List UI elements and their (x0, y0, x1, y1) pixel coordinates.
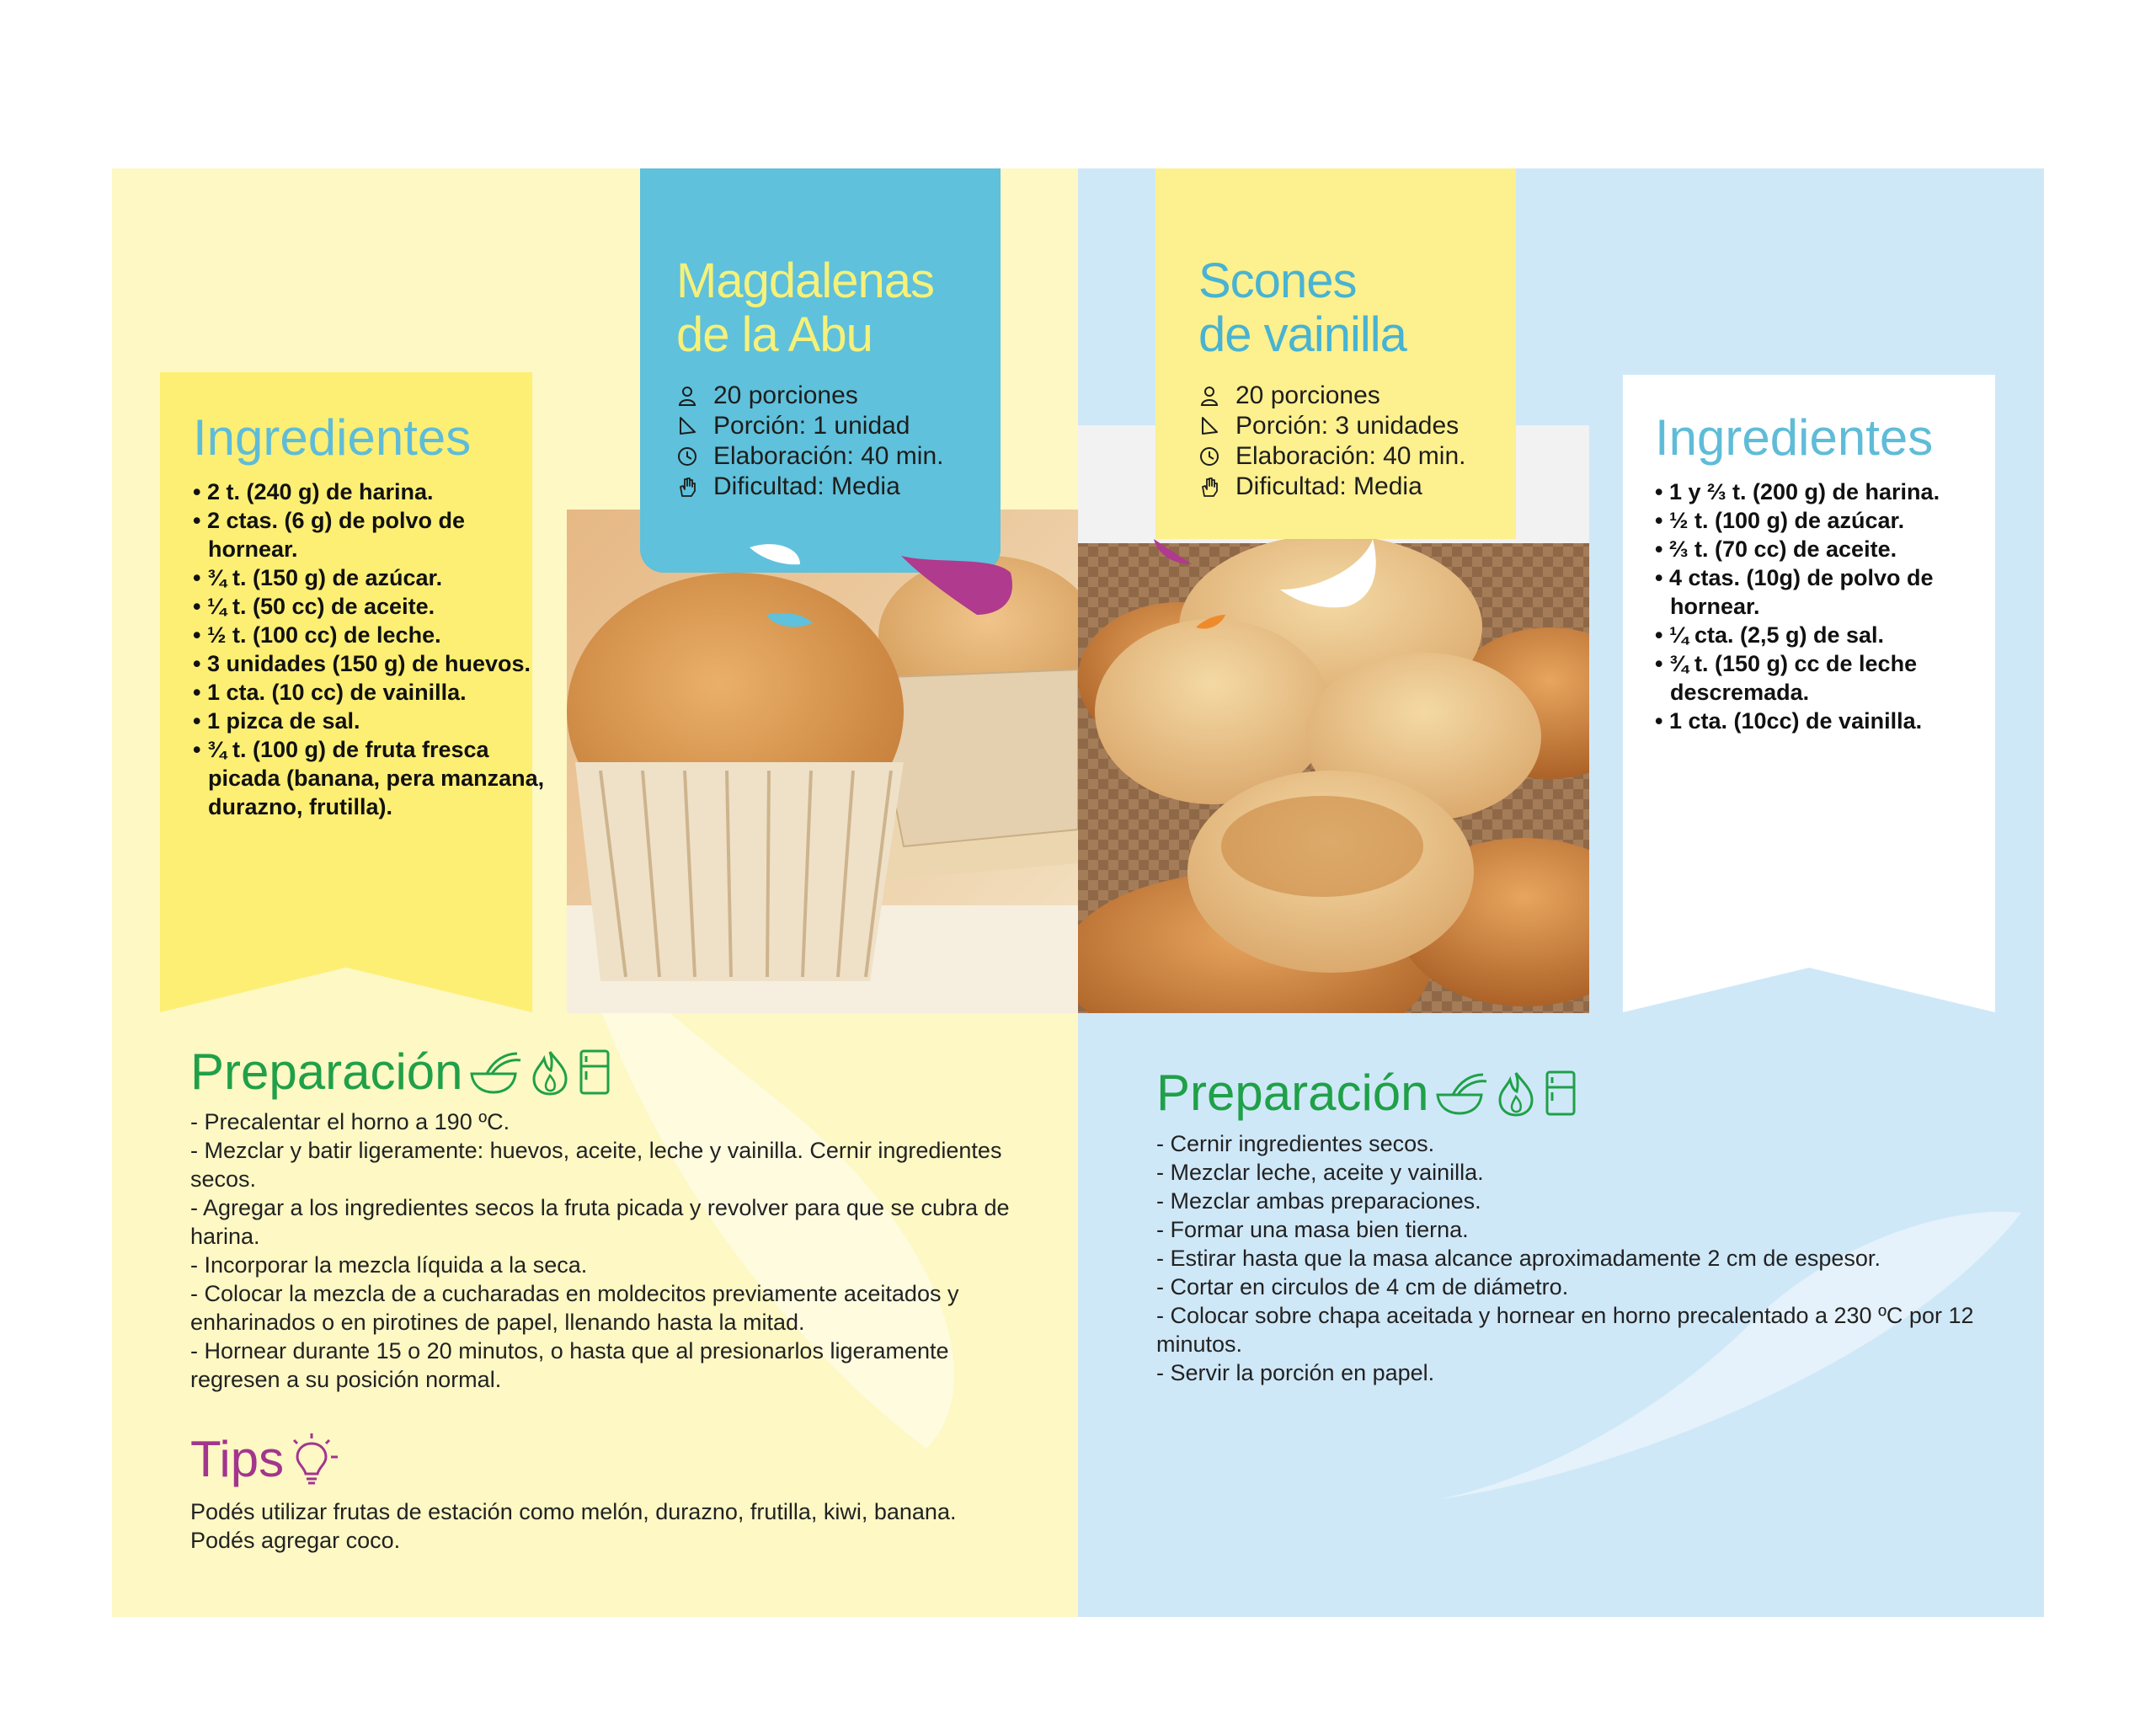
meta-time-text: Elaboración: 40 min. (713, 442, 944, 470)
recipe-title-line-1: Magdalenas (676, 253, 934, 308)
recipe-title-line-2: de la Abu (676, 307, 873, 362)
ingredient-item: • ½ t. (100 cc) de leche. (193, 622, 441, 648)
ingredient-item: • ¾ t. (150 g) cc de leche descremada. (1655, 651, 1918, 705)
ingredients-list-left (193, 478, 547, 821)
decorative-splash-left (741, 531, 1027, 640)
tips-title (190, 1432, 339, 1487)
preparation-step: - Precalentar el horno a 190 ºC. (190, 1109, 510, 1134)
ingredient-item: • 1 cta. (10 cc) de vainilla. (193, 680, 467, 705)
meta-time (1198, 441, 1466, 472)
preparation-steps-left (190, 1107, 1033, 1394)
meta-portion-text: Porción: 3 unidades (1235, 412, 1460, 440)
meta-time (676, 441, 944, 472)
decorative-drop-corner (1912, 295, 2030, 354)
preparation-step: - Cernir ingredientes secos. (1156, 1131, 1435, 1156)
ingredient-item: • ½ t. (100 g) de azúcar. (1655, 508, 1905, 533)
meta-portions (1198, 381, 1466, 411)
meta-difficulty (1198, 472, 1466, 502)
ingredient-item: • 3 unidades (150 g) de huevos. (193, 651, 531, 676)
preparation-step: - Cortar en circulos de 4 cm de diámetro. (1156, 1274, 1569, 1299)
ingredient-item: • ¼ cta. (2,5 g) de sal. (1655, 622, 1885, 648)
meta-difficulty-text: Dificultad: Media (713, 472, 900, 500)
ingredient-item: • 1 cta. (10cc) de vainilla. (1655, 708, 1923, 734)
person-icon (676, 385, 698, 407)
clock-icon (676, 446, 698, 467)
ingredient-item: • 2 t. (240 g) de harina. (193, 479, 434, 504)
recipe-title-magdalenas (676, 254, 934, 362)
meta-portions-text: 20 porciones (1235, 382, 1380, 409)
slice-icon (1198, 415, 1220, 437)
recipe-title-line-1: Scones (1198, 253, 1357, 308)
recipe-meta-right (1198, 381, 1466, 502)
meta-difficulty (676, 472, 944, 502)
meta-portions-text: 20 porciones (713, 382, 858, 409)
preparation-step: - Colocar sobre chapa aceitada y hornear en horno precalentado a 230 ºC por 12 minutos. (1156, 1303, 1974, 1357)
preparation-step: - Mezclar y batir ligeramente: huevos, aceite, leche y vainilla. Cernir ingredientes secos. (190, 1138, 1002, 1192)
meta-difficulty-text: Dificultad: Media (1235, 472, 1422, 500)
recipe-meta-left (676, 381, 944, 502)
lightbulb-icon (284, 1432, 339, 1487)
meta-portions (676, 381, 944, 411)
whisk-bowl-icon (468, 1049, 524, 1096)
ingredient-item: • ¾ t. (100 g) de fruta fresca picada (banana, pera manzana, durazno, frutilla). (193, 737, 545, 819)
preparation-title-left (190, 1044, 613, 1100)
preparation-step: - Servir la porción en papel. (1156, 1360, 1435, 1385)
ingredient-item: • ¼ t. (50 cc) de aceite. (193, 594, 435, 619)
tips-text: Podés utilizar frutas de estación como melón, durazno, frutilla, kiwi, banana. Podés agregar coco. (190, 1499, 957, 1553)
preparation-step: - Mezclar ambas preparaciones. (1156, 1188, 1481, 1214)
clock-icon (1198, 446, 1220, 467)
fridge-icon (576, 1048, 613, 1097)
ingredient-item: • 4 ctas. (10g) de polvo de hornear. (1655, 565, 1934, 619)
meta-portion (1198, 411, 1466, 441)
hand-icon (1198, 476, 1220, 498)
recipe-title-line-2: de vainilla (1198, 307, 1406, 362)
meta-time-text: Elaboración: 40 min. (1235, 442, 1466, 470)
preparation-title-text: Preparación (190, 1043, 463, 1100)
ingredient-item: • ⅔ t. (70 cc) de aceite. (1655, 536, 1897, 562)
preparation-title-right (1156, 1065, 1579, 1121)
flame-icon (1495, 1070, 1537, 1117)
person-icon (1198, 385, 1220, 407)
meta-portion-text: Porción: 1 unidad (713, 412, 910, 440)
ingredients-title-left: Ingredientes (193, 409, 472, 466)
fridge-icon (1542, 1069, 1579, 1118)
ingredient-item: • 1 y ⅔ t. (200 g) de harina. (1655, 479, 1940, 504)
ingredient-item: • 1 pizca de sal. (193, 708, 360, 734)
recipe-title-box-left (640, 168, 1001, 573)
preparation-step: - Mezclar leche, aceite y vainilla. (1156, 1160, 1484, 1185)
preparation-title-text: Preparación (1156, 1065, 1429, 1121)
preparation-step: - Formar una masa bien tierna. (1156, 1217, 1469, 1242)
ingredient-item: • ¾ t. (150 g) de azúcar. (193, 565, 443, 590)
hand-icon (676, 476, 698, 498)
preparation-step: - Agregar a los ingredientes secos la fruta picada y revolver para que se cubra de harina. (190, 1195, 1010, 1249)
preparation-step: - Hornear durante 15 o 20 minutos, o hasta que al presionarlos ligeramente regresen a su posición normal. (190, 1338, 949, 1392)
ingredients-title-right: Ingredientes (1655, 409, 1934, 466)
decorative-splash-right (1154, 531, 1390, 648)
flame-icon (529, 1049, 571, 1096)
meta-portion (676, 411, 944, 441)
ingredient-item: • 2 ctas. (6 g) de polvo de hornear. (193, 508, 466, 562)
recipe-title-scones (1198, 254, 1406, 362)
ingredients-list-right (1655, 478, 1992, 735)
whisk-bowl-icon (1434, 1070, 1490, 1117)
slice-icon (676, 415, 698, 437)
preparation-steps-right (1156, 1129, 2024, 1387)
preparation-step: - Incorporar la mezcla líquida a la seca. (190, 1252, 588, 1278)
preparation-step: - Estirar hasta que la masa alcance aproximadamente 2 cm de espesor. (1156, 1246, 1881, 1271)
preparation-step: - Colocar la mezcla de a cucharadas en moldecitos previamente aceitados y enharinados o en pirotines de papel, llenando hasta la mitad. (190, 1281, 959, 1335)
tips-title-text: Tips (190, 1431, 285, 1487)
